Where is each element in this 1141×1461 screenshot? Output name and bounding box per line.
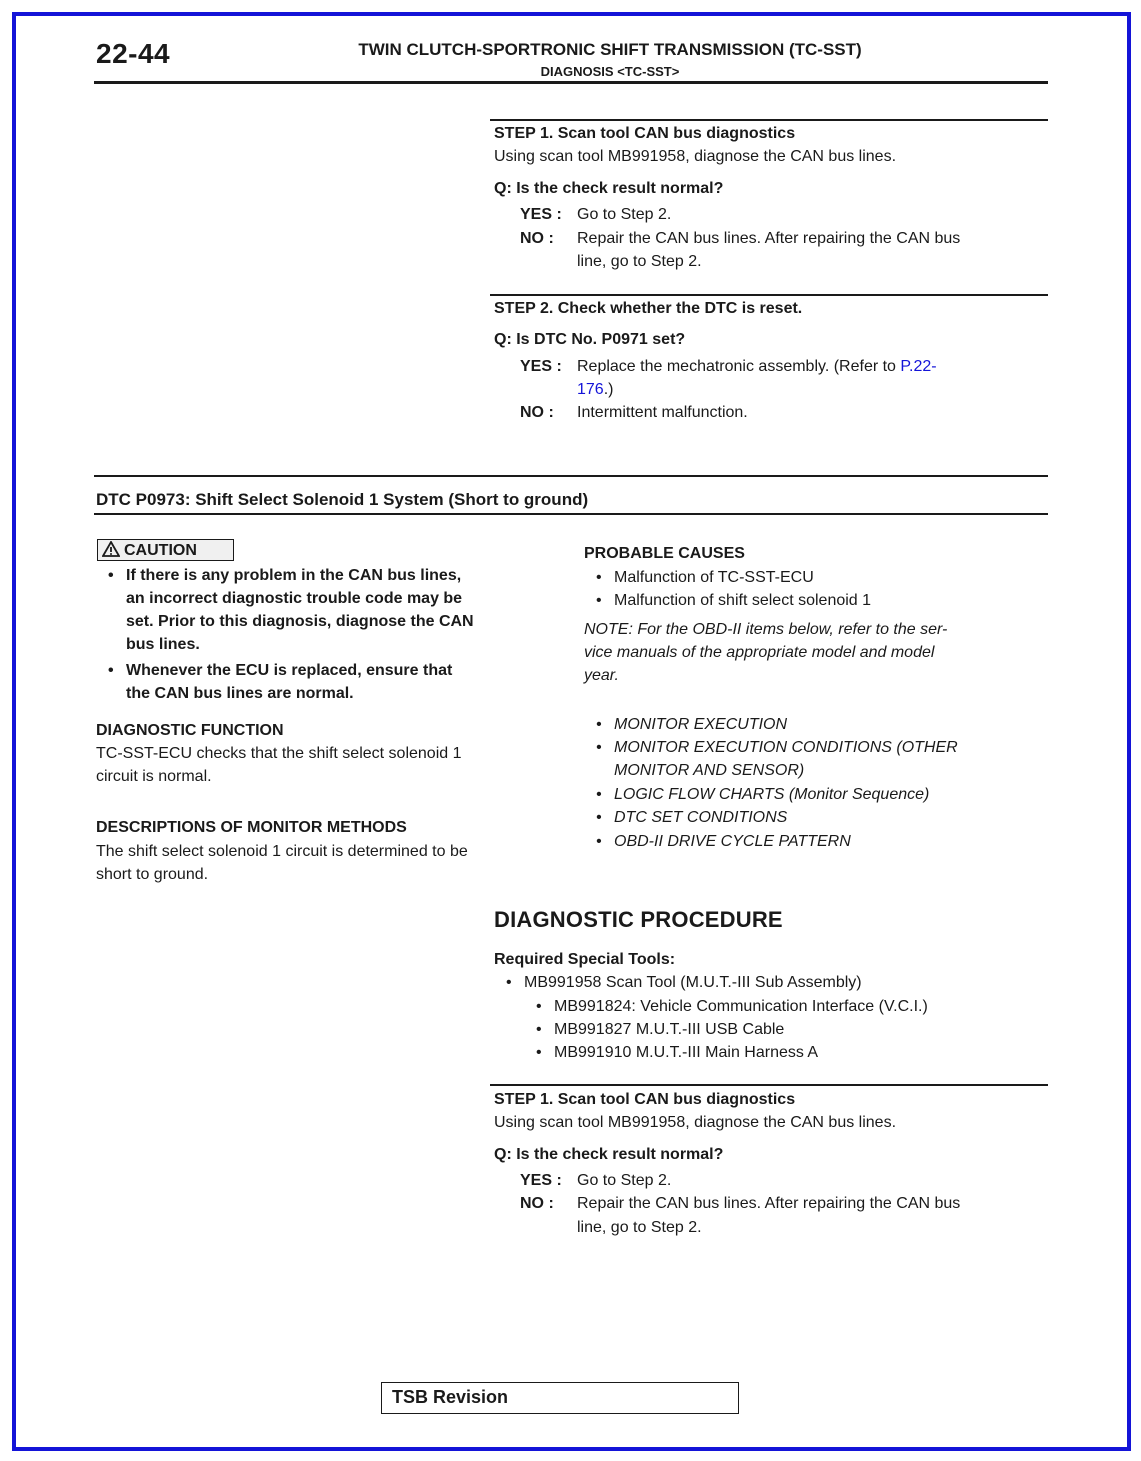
obd-item-5: • OBD-II DRIVE CYCLE PATTERN (614, 830, 851, 853)
header-rule (94, 81, 1048, 84)
ref-link-p22-176[interactable]: P.22- (900, 358, 937, 375)
caution-label: CAUTION (124, 542, 197, 559)
obd-note-l2: vice manuals of the appropriate model and model (584, 644, 935, 661)
bottom-step1-yes-label: YES : (520, 1172, 562, 1189)
obd-note-l1: NOTE: For the OBD-II items below, refer to the ser- (584, 621, 948, 638)
step2-no-text: Intermittent malfunction. (577, 404, 748, 421)
step1-title: STEP 1. Scan tool CAN bus diagnostics (494, 125, 796, 142)
caution-bullet-1-l1: • If there is any problem in the CAN bus lines, (126, 564, 461, 587)
diagnostic-function-l1: TC-SST-ECU checks that the shift select solenoid 1 (96, 745, 462, 762)
caution-box (97, 539, 234, 561)
bottom-step1-no-text-2: line, go to Step 2. (577, 1219, 702, 1236)
step2-no-label: NO : (520, 404, 554, 421)
bottom-step1-title: STEP 1. Scan tool CAN bus diagnostics (494, 1091, 796, 1108)
section-rule (94, 475, 1048, 477)
tool-2: • MB991824: Vehicle Communication Interface (V.C.I.) (554, 995, 928, 1018)
caution-bullet-1-l4: bus lines. (126, 636, 200, 653)
obd-item-2-l2: MONITOR AND SENSOR) (614, 762, 805, 779)
step2-title: STEP 2. Check whether the DTC is reset. (494, 300, 803, 317)
monitor-methods-l2: short to ground. (96, 866, 209, 883)
caution-bullet-1-l2: an incorrect diagnostic trouble code may be (126, 590, 463, 607)
bottom-step1-yes-text: Go to Step 2. (577, 1172, 672, 1189)
tool-3: • MB991827 M.U.T.-III USB Cable (554, 1018, 784, 1041)
step1-text: Using scan tool MB991958, diagnose the CAN bus lines. (494, 148, 897, 165)
step2-yes-label: YES : (520, 358, 562, 375)
bottom-step1-question: Q: Is the check result normal? (494, 1146, 724, 1163)
diagnostic-procedure-title: DIAGNOSTIC PROCEDURE (494, 907, 783, 932)
diagnostic-function-title: DIAGNOSTIC FUNCTION (96, 722, 284, 739)
caution-bullet-2-l1: • Whenever the ECU is replaced, ensure that (126, 659, 452, 682)
section-rule (94, 513, 1048, 515)
step2-yes-text-2: .) (603, 381, 614, 398)
step1-no-label: NO : (520, 230, 554, 247)
warning-icon (102, 541, 120, 557)
step1-no-text-2: line, go to Step 2. (577, 253, 702, 270)
monitor-methods-title: DESCRIPTIONS OF MONITOR METHODS (96, 819, 407, 836)
step2-yes-text (577, 355, 937, 378)
ref-link-p22-176-cont[interactable]: 176 (577, 381, 604, 398)
page-title: TWIN CLUTCH-SPORTRONIC SHIFT TRANSMISSION (TC-SST) (358, 40, 862, 59)
probable-causes-title: PROBABLE CAUSES (584, 545, 745, 562)
tool-1: • MB991958 Scan Tool (M.U.T.-III Sub Assembly) (524, 971, 862, 994)
tool-4: • MB991910 M.U.T.-III Main Harness A (554, 1041, 818, 1064)
page-subtitle: DIAGNOSIS <TC-SST> (540, 64, 680, 79)
bottom-step1-no-label: NO : (520, 1195, 554, 1212)
step2-yes-text-1: Replace the mechatronic assembly. (Refer to (577, 358, 901, 375)
step1-no-text-1: Repair the CAN bus lines. After repairing the CAN bus (577, 230, 961, 247)
monitor-methods-l1: The shift select solenoid 1 circuit is determined to be (96, 843, 468, 860)
obd-item-2-l1: • MONITOR EXECUTION CONDITIONS (OTHER (614, 736, 958, 759)
obd-note-l3: year. (584, 667, 619, 684)
dtc-heading: DTC P0973: Shift Select Solenoid 1 System (Short to ground) (96, 490, 589, 509)
bottom-step1-no-text-1: Repair the CAN bus lines. After repairing the CAN bus (577, 1195, 961, 1212)
tsb-revision-box (381, 1382, 739, 1414)
step-rule (490, 1084, 1048, 1086)
probable-cause-1: • Malfunction of TC-SST-ECU (614, 566, 814, 589)
step1-question: Q: Is the check result normal? (494, 180, 724, 197)
obd-item-4: • DTC SET CONDITIONS (614, 806, 787, 829)
diagnostic-function-l2: circuit is normal. (96, 768, 212, 785)
obd-item-1: • MONITOR EXECUTION (614, 713, 787, 736)
tsb-revision-label: TSB Revision (392, 1387, 509, 1407)
step1-yes-label: YES : (520, 206, 562, 223)
caution-bullet-1-l3: set. Prior to this diagnosis, diagnose the CAN (126, 613, 474, 630)
step2-yes-text-cont (577, 378, 613, 401)
obd-item-3: • LOGIC FLOW CHARTS (Monitor Sequence) (614, 783, 929, 806)
caution-bullet-2-l2: the CAN bus lines are normal. (126, 685, 354, 702)
probable-cause-2: • Malfunction of shift select solenoid 1 (614, 589, 871, 612)
step2-question: Q: Is DTC No. P0971 set? (494, 331, 686, 348)
step1-yes-text: Go to Step 2. (577, 206, 672, 223)
step-rule (490, 294, 1048, 296)
required-tools-title: Required Special Tools: (494, 951, 676, 968)
bottom-step1-text: Using scan tool MB991958, diagnose the CAN bus lines. (494, 1114, 897, 1131)
step-rule (490, 119, 1048, 121)
page-number: 22-44 (96, 38, 171, 69)
